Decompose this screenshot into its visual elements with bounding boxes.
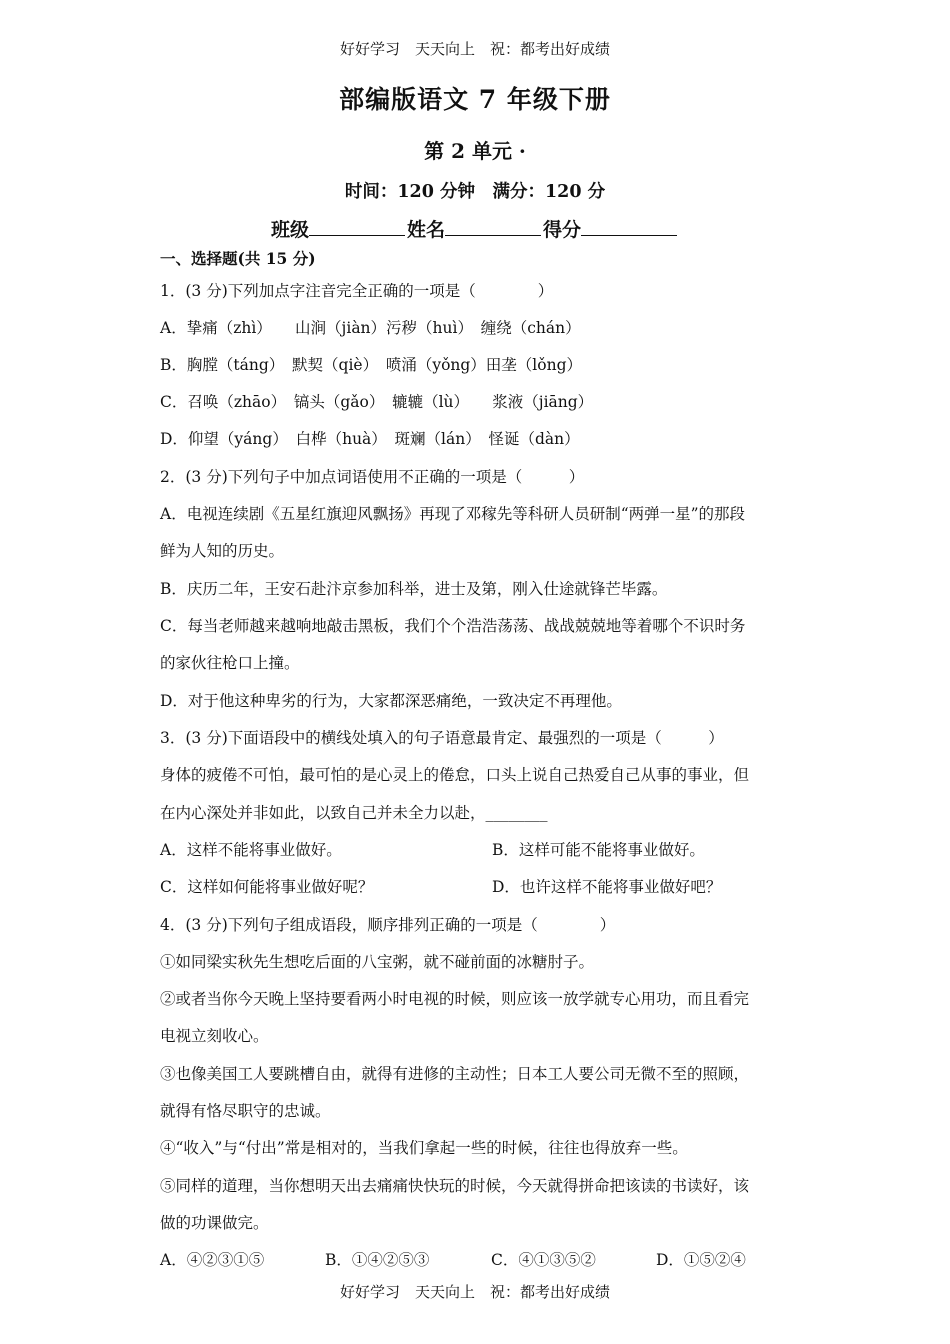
- class-label: 班级: [270, 219, 309, 241]
- class-blank[interactable]: [309, 217, 405, 236]
- q4-option-a: A．④②③①⑤: [160, 1251, 265, 1269]
- section-heading: 一、选择题(共 15 分): [160, 249, 316, 268]
- q4-option-b: B．①④②⑤③: [325, 1251, 430, 1269]
- name-blank[interactable]: [445, 217, 541, 236]
- q1-stem: 1．(3 分)下列加点字注音完全正确的一项是（ ）: [160, 282, 554, 300]
- q4-option-c: C．④①③⑤②: [491, 1251, 596, 1269]
- name-label: 姓名: [406, 219, 445, 241]
- q4-option-d: D．①⑤②④: [656, 1251, 746, 1269]
- q4-sentence-2-line1: ②或者当你今天晚上坚持要看两小时电视的时候，则应该一放学就专心用功，而且看完: [160, 990, 750, 1008]
- page-footer: 好好学习 天天向上 祝：都考出好成绩: [339, 1283, 610, 1301]
- q2-stem: 2．(3 分)下列句子中加点词语使用不正确的一项是（ ）: [160, 468, 585, 486]
- unit-title: 第 2 单元 ·: [424, 139, 526, 163]
- score-label: 得分: [543, 219, 582, 241]
- q1-option-b: B．胸膛（táng） 默契（qiè） 喷涌（yǒng）田垄（lǒng）: [160, 356, 583, 374]
- q4-sentence-2-line2: 电视立刻收心。: [160, 1027, 269, 1045]
- q4-sentence-5-line1: ⑤同样的道理，当你想明天出去痛痛快快玩的时候，今天就得拼命把该读的书读好，该: [160, 1177, 750, 1195]
- q2-option-a-line1: A．电视连续剧《五星红旗迎风飘扬》再现了邓稼先等科研人员研制“两弹一星”的那段: [160, 505, 746, 523]
- time-info: 时间：120 分钟 满分：120 分: [344, 182, 606, 202]
- q3-option-d: D．也许这样不能将事业做好吧？: [492, 878, 722, 896]
- q4-sentence-1: ①如同梁实秋先生想吃后面的八宝粥，就不碰前面的冰糖肘子。: [160, 953, 595, 971]
- q3-passage-line2: 在内心深处并非如此，以致自己并未全力以赴，________: [160, 804, 548, 822]
- q2-option-c-line1: C．每当老师越来越响地敲击黑板，我们个个浩浩荡荡、战战兢兢地等着哪个不识时务: [160, 617, 746, 635]
- q2-option-d: D．对于他这种卑劣的行为，大家都深恶痛绝，一致决定不再理他。: [160, 692, 622, 710]
- q3-option-b: B．这样可能不能将事业做好。: [492, 841, 705, 859]
- q3-option-a: A．这样不能将事业做好。: [160, 841, 342, 859]
- q2-option-c-line2: 的家伙往枪口上撞。: [160, 654, 300, 672]
- q4-sentence-3-line1: ③也像美国工人要跳槽自由，就得有进修的主动性；日本工人要公司无微不至的照顾，: [160, 1065, 750, 1083]
- q1-option-d: D．仰望（yáng） 白桦（huà） 斑斓（lán） 怪诞（dàn）: [160, 430, 580, 448]
- q3-stem: 3．(3 分)下面语段中的横线处填入的句子语意最肯定、最强烈的一项是（ ）: [160, 729, 724, 747]
- q3-option-c: C．这样如何能将事业做好呢？: [160, 878, 374, 896]
- q4-sentence-3-line2: 就得有恪尽职守的忠诚。: [160, 1102, 331, 1120]
- student-info-fields: [0, 215, 950, 242]
- q4-sentence-4: ④“收入”与“付出”常是相对的，当我们拿起一些的时候，往往也得放弃一些。: [160, 1139, 688, 1157]
- q1-option-a: A．挚痛（zhì） 山涧（jiàn）污秽（huì） 缠绕（chán）: [160, 319, 581, 337]
- q4-sentence-5-line2: 做的功课做完。: [160, 1214, 269, 1232]
- q2-option-a-line2: 鲜为人知的历史。: [160, 542, 285, 560]
- q3-passage-line1: 身体的疲倦不可怕，最可怕的是心灵上的倦怠，口头上说自己热爱自己从事的事业，但: [160, 766, 750, 784]
- q4-stem: 4．(3 分)下列句子组成语段，顺序排列正确的一项是（ ）: [160, 916, 616, 934]
- q1-option-c: C．召唤（zhāo） 镐头（gǎo） 辘辘（lù） 浆液（jiāng）: [160, 393, 594, 411]
- score-blank[interactable]: [581, 217, 677, 236]
- q2-option-b: B．庆历二年，王安石赴汴京参加科举，进士及第，刚入仕途就锋芒毕露。: [160, 580, 668, 598]
- page-title: 部编版语文 7 年级下册: [339, 85, 611, 114]
- page-header: 好好学习 天天向上 祝：都考出好成绩: [339, 40, 610, 58]
